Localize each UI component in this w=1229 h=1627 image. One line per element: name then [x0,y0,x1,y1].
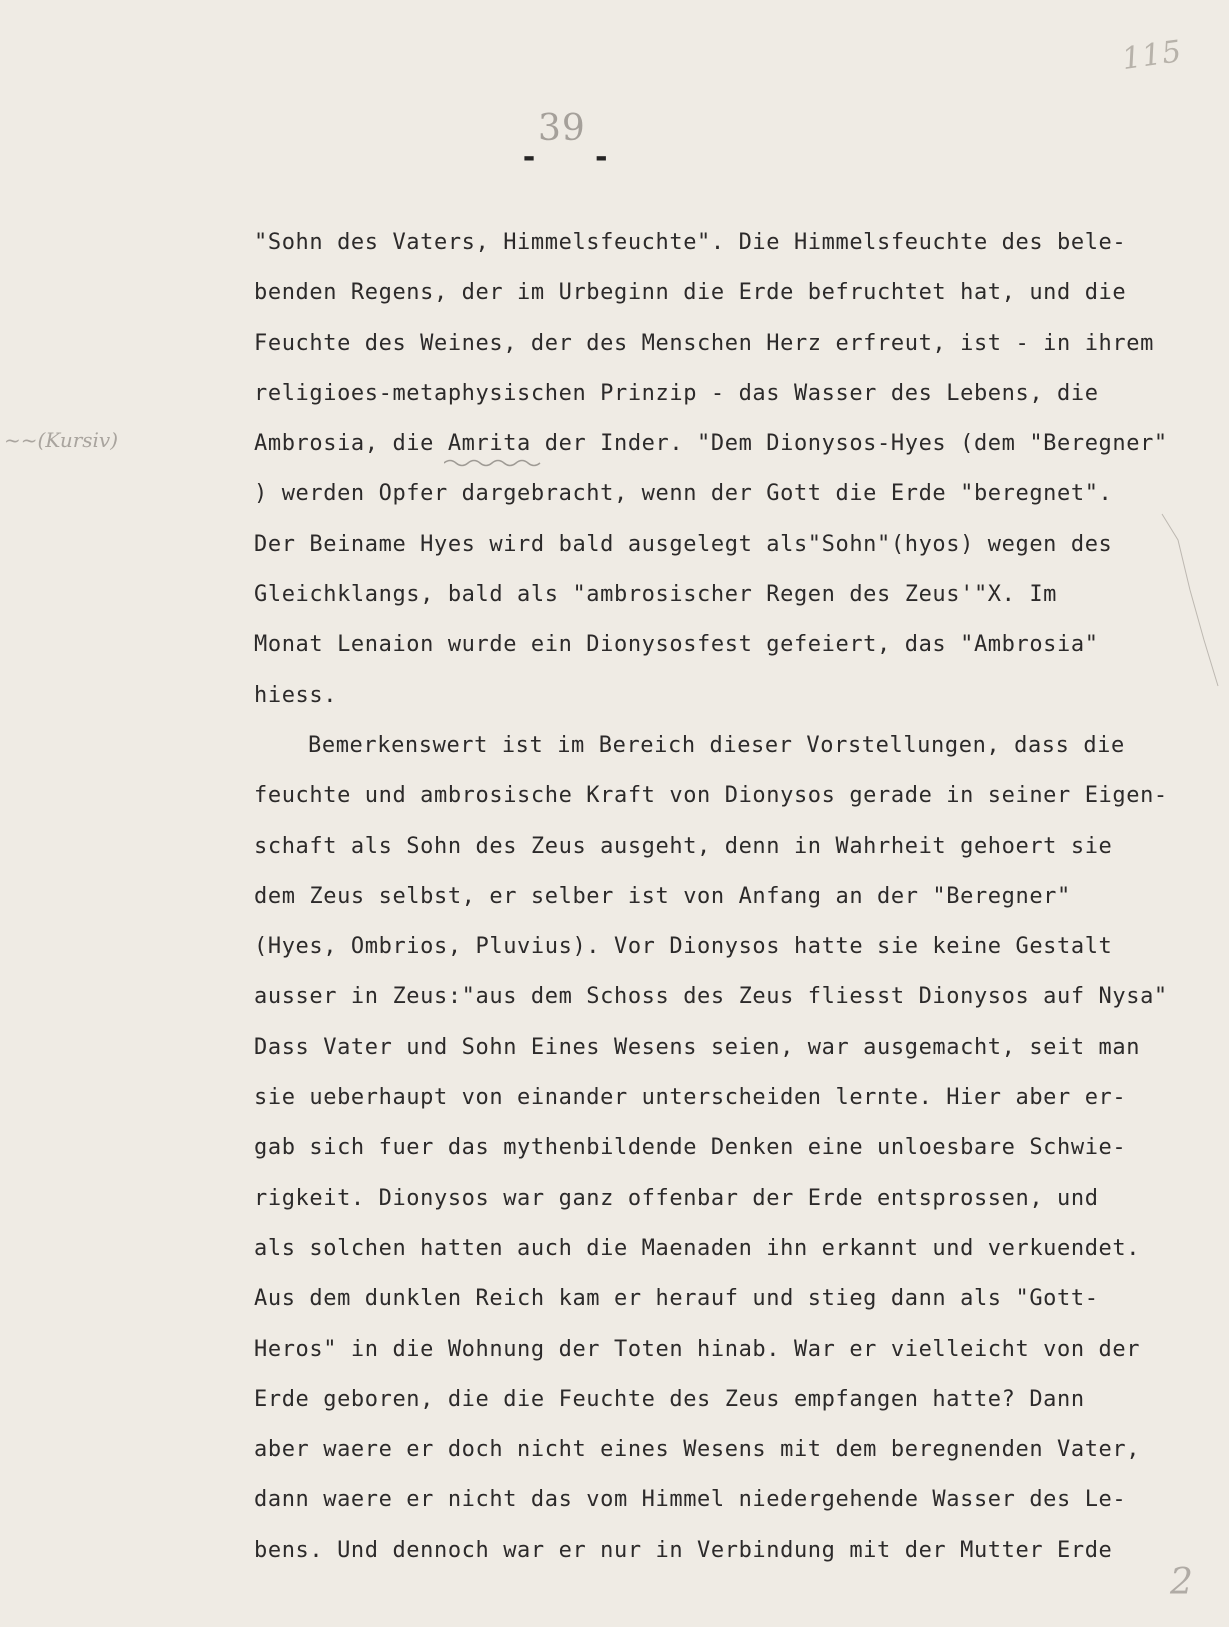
text-line: ausser in Zeus:"aus dem Schoss des Zeus fliesst Dionysos auf Nysa" [254,984,1168,1010]
text-line: aber waere er doch nicht eines Wesens mit dem beregnenden Vater, [254,1437,1141,1463]
text-line: Feuchte des Weines, der des Menschen Herz erfreut, ist - in ihrem [254,330,1154,356]
text-line: rigkeit. Dionysos war ganz offenbar der Erde entsprossen, und [254,1185,1099,1211]
text-line: Dass Vater und Sohn Eines Wesens seien, war ausgemacht, seit man [254,1034,1141,1060]
text-line: sie ueberhaupt von einander unterscheiden lernte. Hier aber er- [254,1085,1127,1111]
text-line: ) werden Opfer dargebracht, wenn der Gott die Erde "beregnet". [254,481,1113,507]
text-line: dann waere er nicht das vom Himmel niedergehende Wasser des Le- [254,1487,1127,1513]
text-line: religioes-metaphysischen Prinzip - das Wasser des Lebens, die [254,380,1099,406]
text-line: Aus dem dunklen Reich kam er herauf und stieg dann als "Gott- [254,1286,1099,1312]
text-line: Ambrosia, die Amrita der Inder. "Dem Dionysos-Hyes (dem "Beregner" [254,431,1168,457]
text-line: Bemerkenswert ist im Bereich dieser Vorstellungen, dass die [308,732,1125,758]
text-line: benden Regens, der im Urbeginn die Erde befruchtet hat, und die [254,280,1127,306]
text-line: gab sich fuer das mythenbildende Denken eine unloesbare Schwie- [254,1135,1127,1161]
text-line: Gleichklangs, bald als "ambrosischer Regen des Zeus'"X. Im [254,582,1058,608]
text-line: "Sohn des Vaters, Himmelsfeuchte". Die Himmelsfeuchte des bele- [254,230,1127,255]
text-line: Erde geboren, die die Feuchte des Zeus empfangen hatte? Dann [254,1386,1085,1412]
text-line: bens. Und dennoch war er nur in Verbindung mit der Mutter Erde [254,1537,1113,1563]
pencil-page-number: 39 [538,108,586,149]
text-line: als solchen hatten auch die Maenaden ihn erkannt und verkuendet. [254,1235,1141,1261]
folio-number: 115 [1119,33,1185,78]
text-line: schaft als Sohn des Zeus ausgeht, denn in Wahrheit gehoert sie [254,833,1113,859]
margin-note: ~~(Kursiv) [4,428,119,452]
text-line: Der Beiname Hyes wird bald ausgelegt als"Sohn"(hyos) wegen des [254,531,1113,557]
text-line: dem Zeus selbst, er selber ist von Anfang an der "Beregner" [254,883,1071,909]
text-line: (Hyes, Ombrios, Pluvius). Vor Dionysos hatte sie keine Gestalt [254,934,1113,960]
text-line: feuchte und ambrosische Kraft von Dionysos gerade in seiner Eigen- [254,783,1168,809]
body-text [254,218,1214,1576]
typed-page-dashes: - - [520,140,611,175]
text-line: hiess. [254,682,338,708]
text-line: Heros" in die Wohnung der Toten hinab. War er vielleicht von der [254,1336,1141,1362]
text-line: Monat Lenaion wurde ein Dionysosfest gefeiert, das "Ambrosia" [254,632,1099,658]
bottom-pencil-number: 2 [1170,1562,1193,1603]
